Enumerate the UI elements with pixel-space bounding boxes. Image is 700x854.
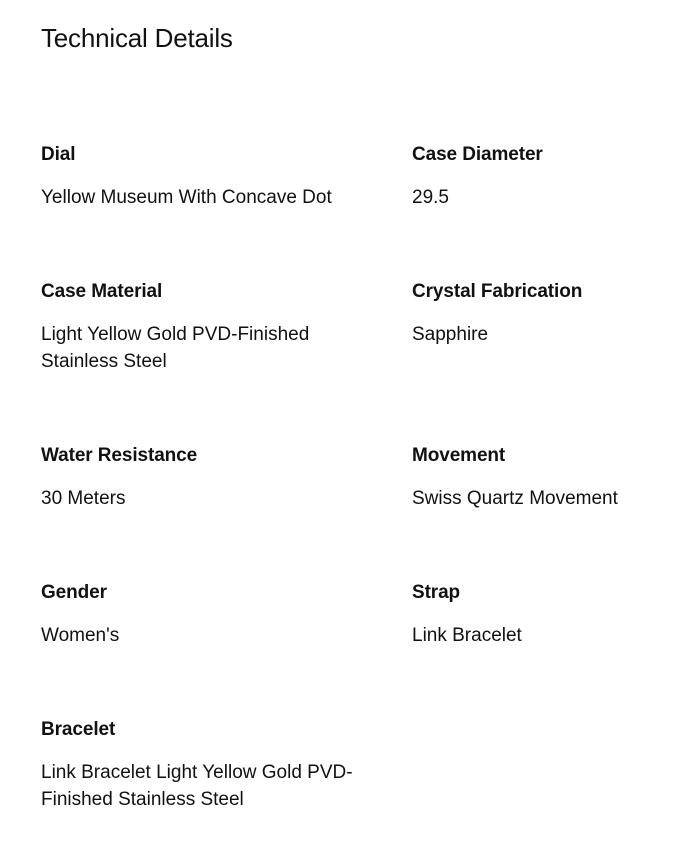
spec-label: Crystal Fabrication	[412, 281, 583, 302]
spec-label: Bracelet	[41, 719, 116, 740]
spec-value: Link Bracelet	[412, 625, 522, 646]
spec-label: Water Resistance	[41, 445, 198, 466]
spec-value: 30 Meters	[41, 488, 126, 509]
spec-value: Yellow Museum With Concave Dot	[41, 187, 332, 208]
spec-dial	[41, 142, 412, 279]
spec-value: Women's	[41, 625, 120, 646]
spec-gender	[41, 580, 412, 717]
spec-value: 29.5	[412, 187, 449, 208]
spec-crystal-fabrication	[412, 279, 671, 443]
spec-value: Swiss Quartz Movement	[412, 488, 618, 509]
spec-strap	[412, 580, 671, 717]
spec-grid	[41, 142, 671, 854]
section-title: Technical Details	[41, 23, 233, 53]
spec-value: Sapphire	[412, 324, 489, 345]
spec-label: Gender	[41, 582, 107, 603]
spec-water-resistance	[41, 443, 412, 580]
spec-label: Strap	[412, 582, 461, 603]
spec-label: Movement	[412, 445, 506, 466]
spec-value: Light Yellow Gold PVD-Finished Stainless Steel	[41, 324, 310, 372]
spec-label: Case Material	[41, 281, 163, 302]
spec-value: Link Bracelet Light Yellow Gold PVD-Finished Stainless Steel	[41, 762, 353, 810]
spec-label: Case Diameter	[412, 144, 543, 165]
spec-label: Dial	[41, 144, 76, 165]
spec-bracelet	[41, 717, 412, 854]
spec-movement	[412, 443, 671, 580]
spec-case-diameter	[412, 142, 671, 279]
spec-case-material	[41, 279, 412, 443]
